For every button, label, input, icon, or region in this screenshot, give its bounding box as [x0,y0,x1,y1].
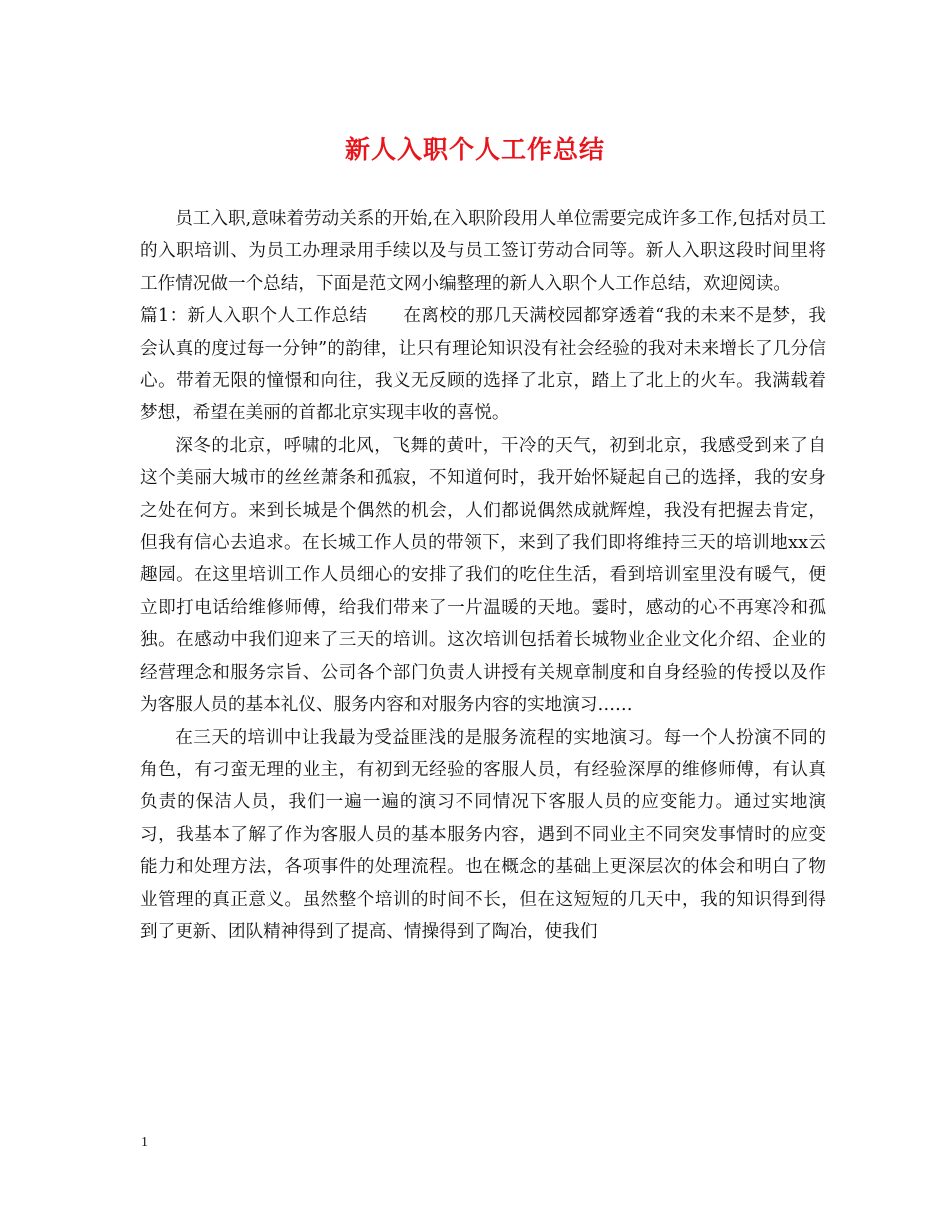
document-title: 新人入职个人工作总结 [344,135,605,164]
paragraph-intro: 员工入职,意味着劳动关系的开始,在入职阶段用人单位需要完成许多工作,包括对员工的入职培训、为员工办理录用手续以及与员工签订劳动合同等。新人入职这段时间里将工作情况做一个总结，下面是范文网小编整理的新人入职个人工作总结，欢迎阅读。 [140,209,826,294]
paragraph-winter-beijing: 深冬的北京，呼啸的北风，飞舞的黄叶，干冷的天气，初到北京，我感受到来了自这个美丽大城市的丝丝萧条和孤寂，不知道何时，我开始怀疑起自己的选择，我的安身之处在何方。来到长城是个偶然的机会，人们都说偶然成就辉煌，我没有把握去肯定，但我有信心去追求。在长城工作人员的带领下，来到了我们即将维持三天的培训地xx云趣园。在这里培训工作人员细心的安排了我们的吃住生活，看到培训室里没有暖气，便立即打电话给维修师傅，给我们带来了一片温暖的天地。霎时，感动的心不再寒冷和孤独。在感动中我们迎来了三天的培训。这次培训包括着长城物业企业文化介绍、企业的经营理念和服务宗旨、公司各个部门负责人讲授有关规章制度和自身经验的传授以及作为客服人员的基本礼仪、服务内容和对服务内容的实地演习…… [140,435,826,716]
page-number: 1 [141,1135,148,1150]
paragraph-chapter-1: 篇1：新人入职个人工作总结 在离校的那几天满校园都穿透着“我的未来不是梦，我会认真的度过每一分钟”的韵律，让只有理论知识没有社会经验的我对未来增长了几分信心。带着无限的憧憬和向往，我义无反顾的选择了北京，踏上了北上的火车。我满载着梦想，希望在美丽的首都北京实现丰收的喜悦。 [140,306,826,424]
paragraph-training-drill: 在三天的培训中让我最为受益匪浅的是服务流程的实地演习。每一个人扮演不同的角色，有刁蛮无理的业主，有初到无经验的客服人员，有经验深厚的维修师傅，有认真负责的保洁人员，我们一遍一遍的演习不同情况下客服人员的应变能力。通过实地演习，我基本了解了作为客服人员的基本服务内容，遇到不同业主不同突发事情时的应变能力和处理方法，各项事件的处理流程。也在概念的基础上更深层次的体会和明白了物业管理的真正意义。虽然整个培训的时间不长，但在这短短的几天中，我的知识得到得到了更新、团队精神得到了提高、情操得到了陶冶，使我们 [140,727,826,942]
document-body [140,203,826,948]
